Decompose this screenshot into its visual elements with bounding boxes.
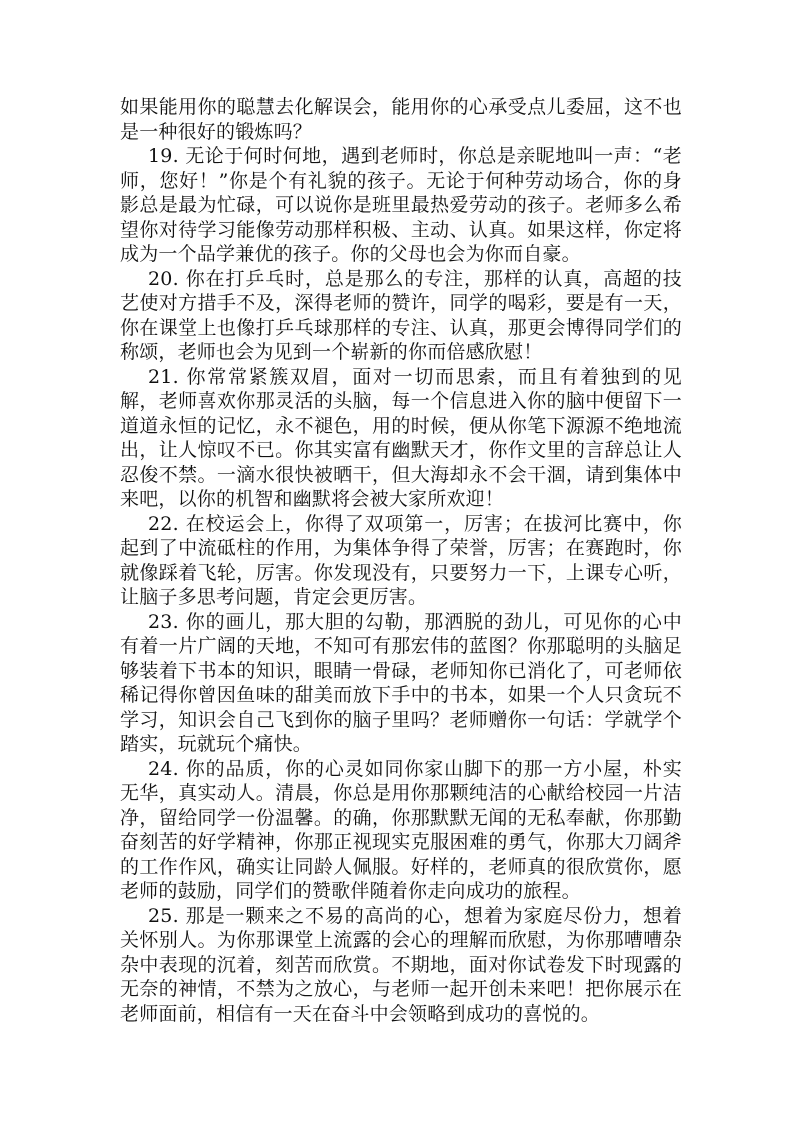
paragraph-20: 20. 你在打乒乓时，总是那么的专注，那样的认真，高超的技艺使对方措手不及，深得老师的赞许，同学的喝彩，要是有一天，你在课堂上也像打乒乓球那样的专注、认真，那更会博得同学们的称颂，老师也会为见到一个崭新的你而倍感欣慰！ bbox=[120, 267, 682, 363]
paragraph-21: 21. 你常常紧簇双眉，面对一切而思索，而且有着独到的见解，老师喜欢你那灵活的头脑，每一个信息进入你的脑中便留下一道道永恒的记忆，永不褪色，用的时候，便从你笔下源源不绝地流出，让人惊叹不已。你其实富有幽默天才，你作文里的言辞总让人忍俊不禁。一滴水很快被晒干，但大海却永不会干涸，请到集体中来吧，以你的机智和幽默将会被大家所欢迎！ bbox=[120, 365, 682, 510]
document-page bbox=[120, 95, 682, 1026]
paragraph-19: 19. 无论于何时何地，遇到老师时，你总是亲昵地叫一声：“老师，您好！”你是个有礼貌的孩子。无论于何种劳动场合，你的身影总是最为忙碌，可以说你是班里最热爱劳动的孩子。老师多么希望你对待学习能像劳动那样积极、主动、认真。如果这样，你定将成为一个品学兼优的孩子。你的父母也会为你而自豪。 bbox=[120, 145, 682, 265]
paragraph-24: 24. 你的品质，你的心灵如同你家山脚下的那一方小屋，朴实无华，真实动人。清晨，你总是用你那颗纯洁的心献给校园一片洁净，留给同学一份温馨。的确，你那默默无闻的无私奉献，你那勤奋刻苦的好学精神，你那正视现实克服困难的勇气，你那大刀阔斧的工作作风，确实让同龄人佩服。好样的，老师真的很欣赏你，愿老师的鼓励，同学们的赞歌伴随着你走向成功的旅程。 bbox=[120, 757, 682, 902]
paragraph-23: 23. 你的画儿，那大胆的勾勒，那洒脱的劲儿，可见你的心中有着一片广阔的天地，不知可有那宏伟的蓝图？你那聪明的头脑足够装着下书本的知识，眼睛一骨碌，老师知你已消化了，可老师依稀记得你曾因鱼味的甜美而放下手中的书本，如果一个人只贪玩不学习，知识会自己飞到你的脑子里吗？老师赠你一句话：学就学个踏实，玩就玩个痛快。 bbox=[120, 610, 682, 755]
paragraph-25: 25. 那是一颗来之不易的高尚的心，想着为家庭尽份力，想着关怀别人。为你那课堂上流露的会心的理解而欣慰，为你那嘈嘈杂杂中表现的沉着，刻苦而欣赏。不期地，面对你试卷发下时现露的无奈的神情，不禁为之放心，与老师一起开创未来吧！把你展示在老师面前，相信有一天在奋斗中会领略到成功的喜悦的。 bbox=[120, 904, 682, 1025]
paragraph-continuation: 如果能用你的聪慧去化解误会，能用你的心承受点儿委屈，这不也是一种很好的锻炼吗？ bbox=[120, 96, 682, 143]
paragraph-22: 22. 在校运会上，你得了双项第一，厉害；在拔河比赛中，你起到了中流砥柱的作用，为集体争得了荣誉，厉害；在赛跑时，你就像踩着飞轮，厉害。你发现没有，只要努力一下，上课专心听，让脑子多思考问题，肯定会更厉害。 bbox=[120, 512, 682, 608]
